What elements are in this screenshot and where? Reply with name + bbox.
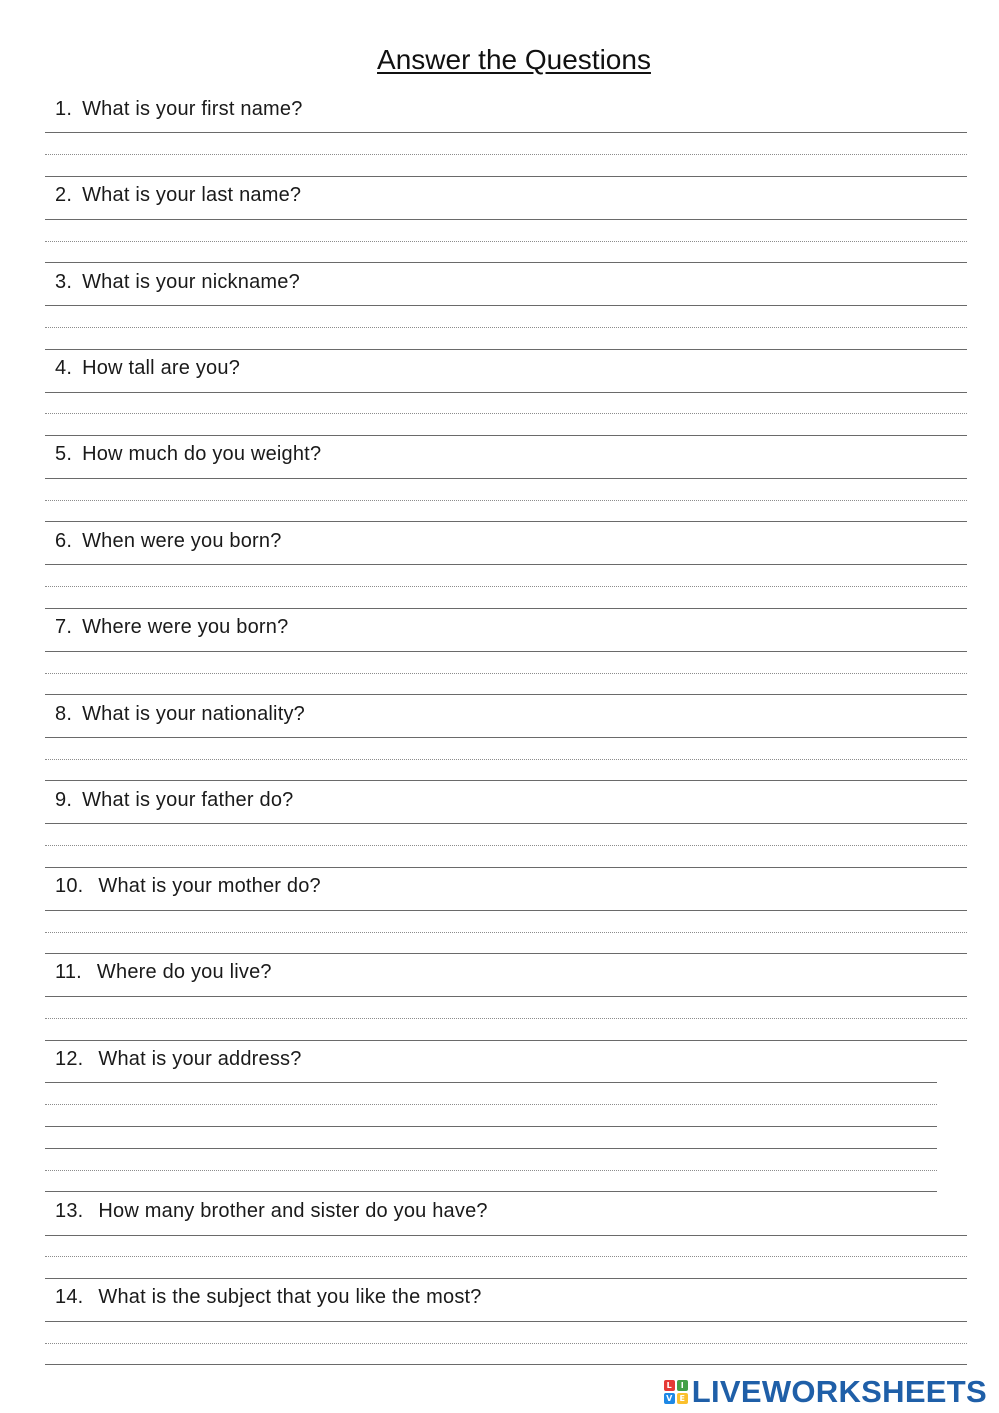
question-4 [55, 357, 240, 380]
answer-line[interactable] [45, 1082, 937, 1083]
question-number: 13. [55, 1200, 84, 1222]
answer-line[interactable] [45, 1040, 967, 1041]
question-text: What is your mother do? [98, 875, 321, 897]
question-text: What is your father do? [82, 789, 294, 811]
answer-line[interactable] [45, 1235, 967, 1236]
question-text: How tall are you? [82, 357, 241, 379]
question-text: When were you born? [82, 530, 282, 552]
question-number: 12. [55, 1048, 84, 1070]
guide-line [45, 413, 967, 414]
answer-line[interactable] [45, 305, 967, 306]
answer-line[interactable] [45, 1364, 967, 1365]
question-number: 4. [55, 357, 73, 379]
question-text: How much do you weight? [82, 443, 322, 465]
question-10 [55, 875, 321, 898]
guide-line [45, 932, 967, 933]
guide-line [45, 759, 967, 760]
answer-line[interactable] [45, 1126, 937, 1127]
question-text: Where were you born? [82, 616, 289, 638]
question-5 [55, 443, 321, 466]
guide-line [45, 1104, 937, 1105]
answer-line[interactable] [45, 694, 967, 695]
answer-line[interactable] [45, 132, 967, 133]
answer-line[interactable] [45, 780, 967, 781]
question-number: 3. [55, 271, 73, 293]
question-number: 9. [55, 789, 73, 811]
guide-line [45, 845, 967, 846]
guide-line [45, 586, 967, 587]
question-number: 10. [55, 875, 84, 897]
answer-line[interactable] [45, 953, 967, 954]
answer-line[interactable] [45, 176, 967, 177]
question-number: 14. [55, 1286, 84, 1308]
answer-line[interactable] [45, 262, 967, 263]
question-12 [55, 1048, 302, 1071]
question-text: What is your nationality? [82, 703, 305, 725]
logo-block-e: E [677, 1393, 688, 1404]
answer-line[interactable] [45, 737, 967, 738]
question-6 [55, 530, 282, 553]
question-9 [55, 789, 293, 812]
answer-line[interactable] [45, 1148, 937, 1149]
answer-line[interactable] [45, 1191, 937, 1192]
answer-line[interactable] [45, 435, 967, 436]
question-text: What is your last name? [82, 184, 302, 206]
answer-line[interactable] [45, 867, 967, 868]
guide-line [45, 673, 967, 674]
guide-line [45, 1018, 967, 1019]
answer-line[interactable] [45, 478, 967, 479]
guide-line [45, 1343, 967, 1344]
question-number: 6. [55, 530, 73, 552]
answer-line[interactable] [45, 1321, 967, 1322]
answer-line[interactable] [45, 651, 967, 652]
answer-line[interactable] [45, 392, 967, 393]
question-number: 1. [55, 98, 73, 120]
answer-line[interactable] [45, 910, 967, 911]
brand-footer [664, 1374, 987, 1410]
question-text: What is the subject that you like the most? [98, 1286, 482, 1308]
question-7 [55, 616, 288, 639]
logo-block-i: I [677, 1380, 688, 1391]
answer-line[interactable] [45, 349, 967, 350]
answer-line[interactable] [45, 996, 967, 997]
logo-block-l: L [664, 1380, 675, 1391]
question-11 [55, 961, 272, 984]
liveworksheets-logo-icon [664, 1380, 688, 1404]
question-text: What is your first name? [82, 98, 303, 120]
question-14 [55, 1286, 482, 1309]
answer-line[interactable] [45, 521, 967, 522]
guide-line [45, 1256, 967, 1257]
answer-line[interactable] [45, 564, 967, 565]
page-title: Answer the Questions [377, 44, 651, 75]
question-13 [55, 1200, 488, 1223]
answer-line[interactable] [45, 823, 967, 824]
question-3 [55, 271, 300, 294]
guide-line [45, 241, 967, 242]
answer-line[interactable] [45, 1278, 967, 1279]
guide-line [45, 327, 967, 328]
question-text: How many brother and sister do you have? [98, 1200, 488, 1222]
question-number: 11. [55, 961, 82, 983]
question-text: Where do you live? [96, 961, 272, 983]
answer-line[interactable] [45, 608, 967, 609]
question-1 [55, 98, 303, 121]
question-2 [55, 184, 301, 207]
question-number: 7. [55, 616, 73, 638]
guide-line [45, 1170, 937, 1171]
guide-line [45, 500, 967, 501]
answer-line[interactable] [45, 219, 967, 220]
guide-line [45, 154, 967, 155]
brand-name: LIVEWORKSHEETS [691, 1374, 987, 1409]
question-text: What is your nickname? [82, 271, 300, 293]
question-text: What is your address? [98, 1048, 302, 1070]
question-number: 5. [55, 443, 73, 465]
logo-block-v: V [664, 1393, 675, 1404]
question-number: 8. [55, 703, 73, 725]
question-number: 2. [55, 184, 73, 206]
question-8 [55, 703, 305, 726]
